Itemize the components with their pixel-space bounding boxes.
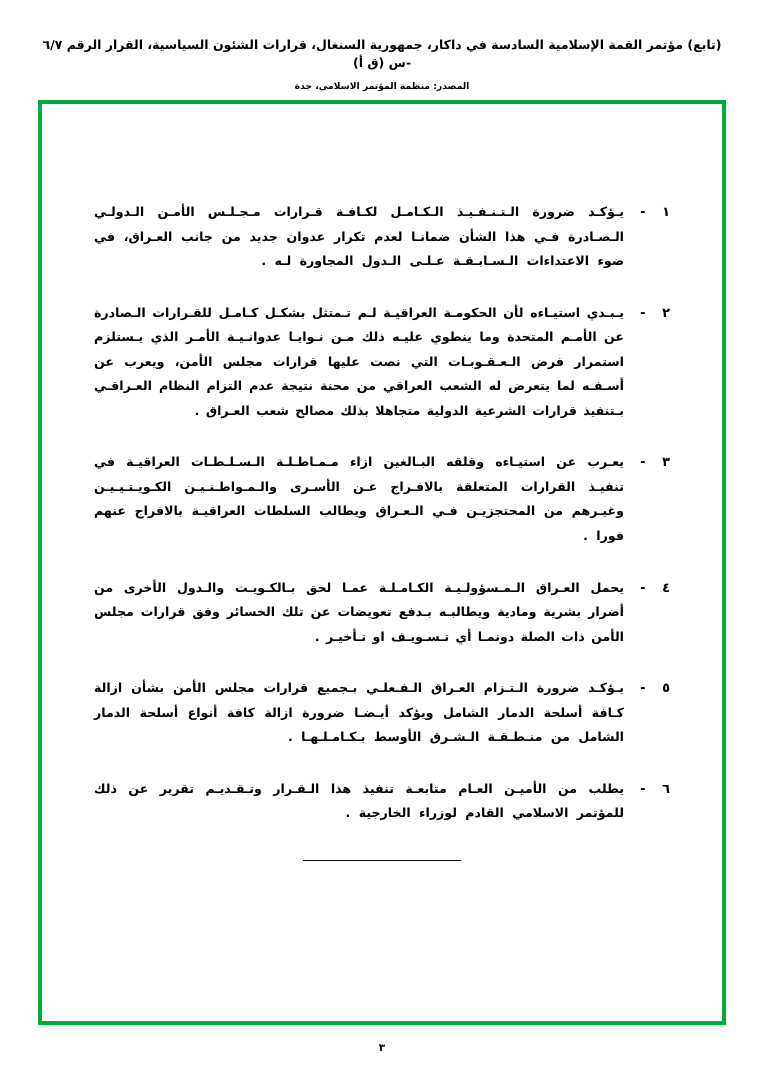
clause-number: ١ <box>662 205 670 220</box>
clause-item <box>94 301 670 424</box>
clause-item <box>94 200 670 274</box>
clause-dash: - <box>640 305 646 321</box>
clause-marker <box>624 200 670 225</box>
clause-item <box>94 450 670 548</box>
clause-dash: - <box>640 455 646 471</box>
clause-item <box>94 777 670 826</box>
page-title: (تابع) مؤتمر القمة الإسلامية السادسة في داكار، جمهورية السنغال، قرارات الشئون السياسية، القرار الرقم ٦/٧ -س (ق أ) <box>42 37 722 71</box>
clause-text: يـؤكـد ضرورة الـتـزام العـراق الـفـعلـي بـجميع قرارات مجلس الأمن بشأن ازالة كـافة أسلحة الدمار الشامل ويؤكد أيـضـا ضرورة ازالة كافة أنواع أسلحة الدمار الشامل من منـطـقـة الـشـرق الأوسط بـكـامـلـهـا . <box>94 680 624 745</box>
green-border-frame <box>38 100 726 1025</box>
clause-number: ٥ <box>662 681 670 697</box>
clause-text: يـبـدي استيـاءه لأن الحكومـة العراقيـة لـم تـمتثل بشكـل كـامـل للقـرارات الـصادرة عن الأمـم المتحدة وما ينطوي عليـه ذلك مـن نـوايـا عدوانـيـة الأمـر الذي يـستلزم استمرار فرض الـعـقـوبـات التي نصت عليها قرارات مجلس الأمن، ويعرب عن أسـفـه لما يتعرض له الشعب العراقي من محنة نتيجة عدم التزام النظام العـراقـي بـتنفيذ قرارات الشرعية الدولية متجاهلا بذلك مصالح شعب العـراق . <box>94 304 624 418</box>
page-number: ٣ <box>378 1042 386 1054</box>
clause-dash: - <box>640 781 646 797</box>
clause-marker <box>624 450 670 475</box>
clause-number: ٦ <box>662 781 670 797</box>
source-line: المصدر: منظمة المؤتمر الاسلامي، جدة <box>294 81 470 93</box>
clause-marker <box>624 777 670 802</box>
clause-number: ٢ <box>662 305 670 321</box>
document-header <box>0 0 764 92</box>
clause-marker <box>624 301 670 326</box>
clause-list <box>42 104 722 1021</box>
clause-item <box>94 676 670 750</box>
clause-marker <box>624 576 670 601</box>
clause-dash: - <box>640 681 646 697</box>
clause-text: يعـرب عن استيـاءه وقلقه البـالغين ازاء مـمـاطـلـة الـسـلـطـات العراقيـة في تنفيـذ القرارات المتعلقة بالافـراج عـن الأسـرى والـمـواطـنـيـن الكـويـتـيـيـن وغيـرهم من المحتجزيـن فـي الـعـراق ويطالب السلطات العراقيـة بالافراج عنهم فورا . <box>94 454 624 544</box>
clause-marker <box>624 676 670 701</box>
clause-text: يطلب من الأميـن العـام متابعـة تنفيذ هذا الـقـرار وتـقـديـم تقرير عن ذلك للمؤتمر الاسلامي القادم لوزراء الخارجية . <box>94 780 624 821</box>
clause-text: يـؤكـد ضرورة الـتـنـفـيـذ الـكـامـل لكـافـة قـرارات مـجـلـس الأمـن الـدولـي الـصـادرة فـي هذا الشأن ضمانـا لعدم تكرار عدوان جديد من جانب العـراق، في ضوء الاعتداءات الـسـابـقـة عـلـى الـدول المجاورة لـه . <box>94 204 624 269</box>
clause-item <box>94 576 670 650</box>
clause-text: يحمل العـراق الـمـسؤولـيـة الكـامـلـة عمـا لحق بـالكـويـت والـدول الأخرى من أضرار بشرية ومادية ويطالبـه بـدفع تعويضات عن تلك الخسائر وفق قرارات مجلس الأمن ذات الصلة دونمـا أي تـسـويـف او تـأخيـر . <box>94 579 624 644</box>
horizontal-rule <box>303 860 461 861</box>
page-footer <box>0 1042 764 1054</box>
clause-number: ٤ <box>662 580 670 596</box>
clause-dash: - <box>640 580 646 596</box>
clause-number: ٣ <box>662 455 670 471</box>
clause-dash: - <box>640 205 646 220</box>
